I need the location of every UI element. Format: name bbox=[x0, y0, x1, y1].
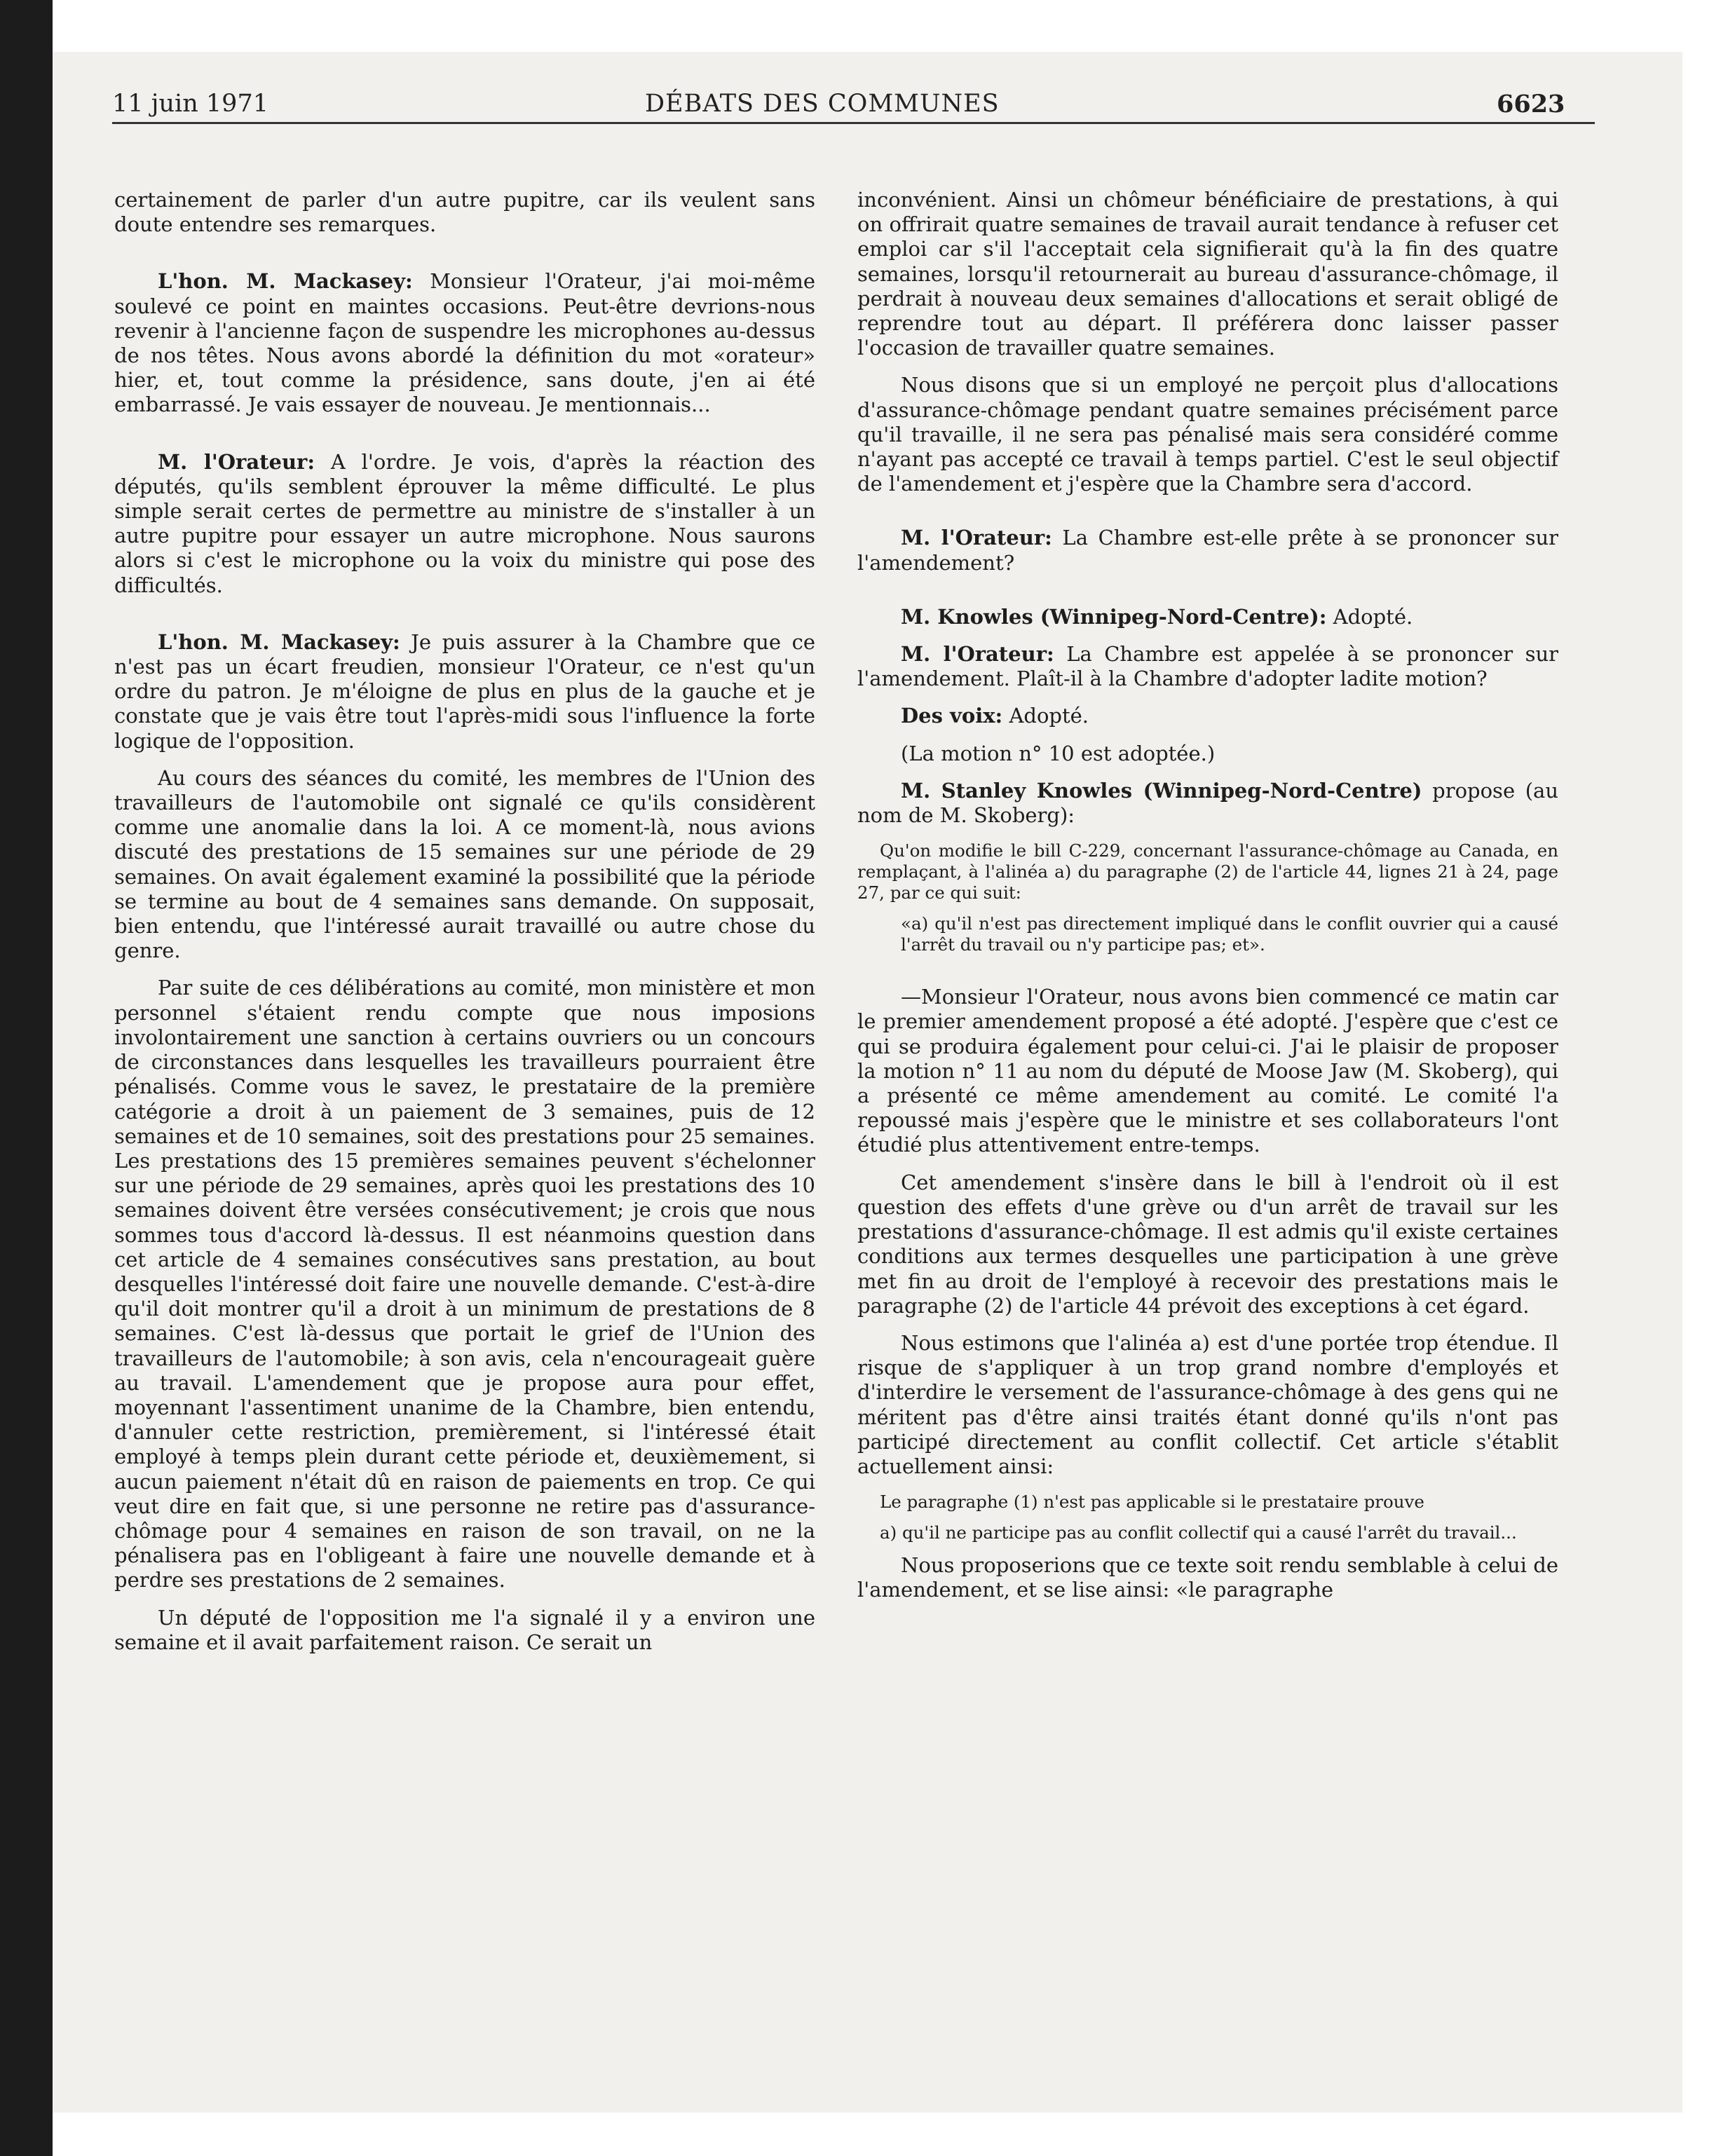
left-column bbox=[114, 188, 815, 1667]
speech-paragraph bbox=[114, 269, 815, 417]
procedural-note: (La motion n° 10 est adoptée.) bbox=[901, 741, 1216, 765]
speaker-name: M. l'Orateur: bbox=[901, 642, 1054, 667]
speech-text: Monsieur l'Orateur, j'ai moi-même soulevé ce point en maintes occasions. Peut-être devrions-nous revenir à l'ancienne façon de suspendre les microphones au-dessus de nos têtes. Nous avons abordé la définition du mot «orateur» hier, et, tout comme la présidence, sans doute, j'en ai été embarrassé. Je vais essayer de nouveau. Je mentionnais... bbox=[114, 269, 815, 417]
speech-text: A l'ordre. Je vois, d'après la réaction des députés, qu'ils semblent éprouver la même difficulté. Le plus simple serait certes de permettre au ministre de s'installer à un autre pupitre pour essayer un autre microphone. Nous saurons alors si c'est le microphone ou la voix du ministre qui pose des difficultés. bbox=[114, 449, 816, 597]
speaker-name: Des voix: bbox=[901, 704, 1003, 728]
right-column bbox=[857, 188, 1558, 1616]
paragraph: Au cours des séances du comité, les membres de l'Union des travailleurs de l'automobile ont signalé ce qu'ils considèrent comme une anomalie dans la loi. A ce moment-là, nous avions discuté des prestations de 15 semaines sur une période de 29 semaines. On avait également examiné la possibilité que la période se termine au bout de 4 semaines sans demande. On supposait, bien entendu, que l'intéressé aurait travaillé ou autre chose du genre. bbox=[114, 765, 815, 963]
header-rule bbox=[112, 122, 1595, 124]
paragraph: certainement de parler d'un autre pupitre, car ils veulent sans doute entendre ses remarques. bbox=[114, 188, 815, 237]
speech-paragraph bbox=[857, 605, 1558, 629]
statute-quote: a) qu'il ne participe pas au conflit collectif qui a causé l'arrêt du travail... bbox=[880, 1522, 1517, 1543]
speaker-name: L'hon. M. Mackasey: bbox=[158, 269, 413, 294]
statute-quote: Le paragraphe (1) n'est pas applicable si le prestataire prouve bbox=[880, 1492, 1424, 1513]
speech-paragraph bbox=[857, 526, 1558, 575]
paragraph: Nous proposerions que ce texte soit rendu semblable à celui de l'amendement, et se lise ainsi: «le paragraphe bbox=[857, 1553, 1558, 1602]
speech-paragraph bbox=[857, 704, 1558, 728]
speaker-name: M. Stanley Knowles (Winnipeg-Nord-Centre) bbox=[901, 778, 1422, 803]
header-page-number: 6623 bbox=[1497, 90, 1565, 118]
header-title: DÉBATS DES COMMUNES bbox=[645, 90, 1000, 118]
paragraph: Par suite de ces délibérations au comité, mon ministère et mon personnel s'étaient rendu compte que nous imposions involontairement une sanction à certains ouvriers ou un concours de circonstances dans lesquelles les travailleurs pourraient être pénalisés. Comme vous le savez, le prestataire de la première catégorie a droit à un paiement de 3 semaines, puis de 12 semaines et de 10 semaines, soit des prestations pour 25 semaines. Les prestations des 15 premières semaines peuvent s'échelonner sur une période de 29 semaines, après quoi les prestations des 10 semaines doivent être versées consécutivement; je crois que nous sommes tous d'accord là-dessus. Il est néanmoins question dans cet article de 4 semaines consécutives sans prestation, au bout desquelles l'intéressé doit faire une nouvelle demande. C'est-à-dire qu'il doit montrer qu'il a droit à un minimum de prestations de 8 semaines. C'est là-dessus que portait le grief de l'Union des travailleurs de l'automobile; à son avis, cela n'encourageait guère au travail. L'amendement que je propose aura pour effet, moyennant l'assentiment unanime de la Chambre, bien entendu, d'annuler cette restriction, premièrement, si l'intéressé était employé à temps plein durant cette période et, deuxièmement, si aucun paiement n'était dû en raison de paiements en trop. Ce qui veut dire en fait que, si une personne ne retire pas d'assurance-chômage pour 4 semaines en raison de son travail, on ne la pénalisera pas en l'obligeant à faire une nouvelle demande et à perdre ses prestations de 2 semaines. bbox=[114, 976, 815, 1592]
paragraph: Nous estimons que l'alinéa a) est d'une portée trop étendue. Il risque de s'appliquer à un trop grand nombre d'employés et d'interdire le versement de l'assurance-chômage à des gens qui ne méritent pas d'être ainsi traités étant donné qu'ils n'ont pas participé directement au conflit collectif. Cet article s'établit actuellement ainsi: bbox=[857, 1330, 1558, 1478]
paragraph: —Monsieur l'Orateur, nous avons bien commencé ce matin car le premier amendement proposé a été adopté. J'espère que c'est ce qui se produira également pour celui-ci. J'ai le plaisir de proposer la motion n° 11 au nom du député de Moose Jaw (M. Skoberg), qui a présenté ce même amendement au comité. Le comité l'a repoussé mais j'espère que le ministre et ses collaborateurs l'ont étudié plus attentivement entre-temps. bbox=[857, 985, 1558, 1157]
speaker-name: L'hon. M. Mackasey: bbox=[158, 629, 400, 654]
scan-edge-bar bbox=[0, 0, 53, 2156]
speech-paragraph bbox=[114, 630, 815, 753]
paragraph: Cet amendement s'insère dans le bill à l'endroit où il est question des effets d'une grève ou d'un arrêt de travail sur les prestations d'assurance-chômage. Il est admis qu'il existe certaines conditions aux termes desquelles une participation à une grève met fin au droit de l'employé à recevoir des prestations mais le paragraphe (2) de l'article 44 prévoit des exceptions à cet égard. bbox=[857, 1170, 1558, 1318]
speech-paragraph bbox=[857, 642, 1558, 691]
speech-text: La Chambre est appelée à se prononcer sur l'amendement. Plaît-il à la Chambre d'adopter ladite motion? bbox=[857, 642, 1559, 691]
speaker-name: M. Knowles (Winnipeg-Nord-Centre): bbox=[901, 604, 1327, 629]
motion-text: Qu'on modifie le bill C-229, concernant l'assurance-chômage au Canada, en remplaçant, à l'alinéa a) du paragraphe (2) de l'article 44, lignes 21 à 24, page 27, par ce qui suit: bbox=[857, 840, 1558, 903]
header-date: 11 juin 1971 bbox=[112, 90, 268, 118]
speaker-name: M. l'Orateur: bbox=[158, 449, 315, 474]
paragraph: Nous disons que si un employé ne perçoit plus d'allocations d'assurance-chômage pendant quatre semaines précisément parce qu'il travaille, il ne sera pas pénalisé mais sera considéré comme n'ayant pas accepté ce travail à temps partiel. C'est le seul objectif de l'amendement et j'espère que la Chambre sera d'accord. bbox=[857, 373, 1558, 496]
speech-text: Adopté. bbox=[1002, 704, 1089, 728]
paragraph: inconvénient. Ainsi un chômeur bénéficiaire de prestations, à qui on offrirait quatre semaines de travail aurait tendance à refuser cet emploi car s'il l'acceptait cela signifierait qu'à la fin des quatre semaines, lorsqu'il retournerait au bureau d'assurance-chômage, il perdrait à nouveau deux semaines d'allocations et serait obligé de reprendre tout au départ. Il préférera donc laisser passer l'occasion de travailler quatre semaines. bbox=[857, 188, 1558, 360]
speech-paragraph bbox=[857, 779, 1558, 828]
motion-quote: «a) qu'il n'est pas directement impliqué dans le conflit ouvrier qui a causé l'arrêt du travail ou n'y participe pas; et». bbox=[901, 913, 1558, 955]
speaker-name: M. l'Orateur: bbox=[901, 526, 1052, 550]
speech-text: Je puis assurer à la Chambre que ce n'est pas un écart freudien, monsieur l'Orateur, ce n'est qu'un ordre du patron. Je m'éloigne de plus en plus de la gauche et je constate que je vais être tout l'après-midi sous l'influence la forte logique de l'opposition. bbox=[114, 629, 815, 753]
speech-paragraph bbox=[114, 450, 815, 598]
speech-text: propose (au nom de M. Skoberg): bbox=[857, 778, 1558, 828]
paragraph: Un député de l'opposition me l'a signalé il y a environ une semaine et il avait parfaitement raison. Ce serait un bbox=[114, 1605, 815, 1654]
speech-text: Adopté. bbox=[1326, 604, 1413, 629]
speech-text: La Chambre est-elle prête à se prononcer sur l'amendement? bbox=[857, 526, 1558, 575]
